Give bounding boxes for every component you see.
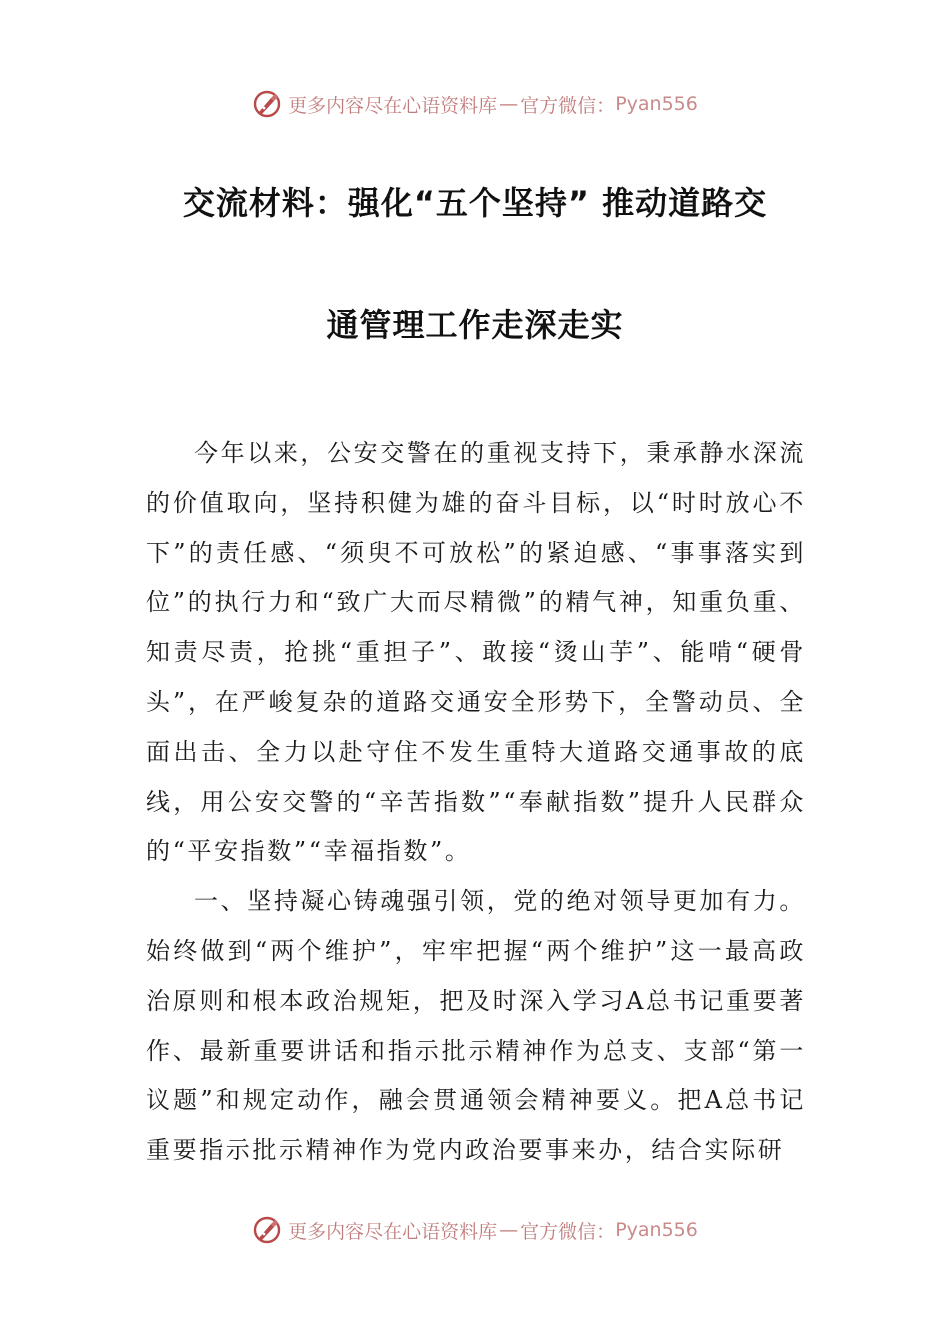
watermark-header	[0, 86, 950, 122]
watermark-dash: —	[499, 93, 519, 115]
watermark-dash: —	[499, 1219, 519, 1241]
paragraph-intro: 今年以来，公安交警在的重视支持下，秉承静水深流的价值取向，坚持积健为雄的奋斗目标，以“时时放心不下”的责任感、“须臾不可放松”的紧迫感、“事事落实到位”的执行力和“致广大而尽精微”的精气神，知重负重、知责尽责，抢挑“重担子”、敢接“烫山芋”、能啃“硬骨头”，在严峻复杂的道路交通安全形势下，全警动员、全面出击、全力以赴守住不发生重特大道路交通事故的底线，用公安交警的“辛苦指数”“奉献指数”提升人民群众的“平安指数”“幸福指数”。	[146, 439, 806, 866]
pen-nib-logo-icon	[252, 89, 282, 119]
paragraph-section-1: 一、坚持凝心铸魂强引领，党的绝对领导更加有力。始终做到“两个维护”，牢牢把握“两个维护”这一最高政治原则和根本政治规矩，把及时深入学习A总书记重要著作、最新重要讲话和指示批示精神作为总支、支部“第一议题”和规定动作，融会贯通领会精神要义。把A总书记重要指示批示精神作为党内政治要事来办，结合实际研	[146, 887, 806, 1165]
watermark-text: 更多内容尽在心语资料库	[288, 94, 498, 117]
pen-nib-logo-icon	[252, 1215, 282, 1245]
document-body	[146, 429, 806, 1176]
watermark-account: Pyan556	[615, 1219, 698, 1241]
watermark-text: 更多内容尽在心语资料库	[288, 1220, 498, 1243]
document-title-line-2: 通管理工作走深走实	[326, 306, 624, 344]
watermark-label: 官方微信：	[520, 1220, 616, 1243]
watermark-label: 官方微信：	[520, 94, 616, 117]
document-title-line-1: 交流材料：强化“五个坚持” 推动道路交	[182, 184, 768, 222]
watermark-footer	[0, 1212, 950, 1248]
watermark-account: Pyan556	[615, 93, 698, 115]
